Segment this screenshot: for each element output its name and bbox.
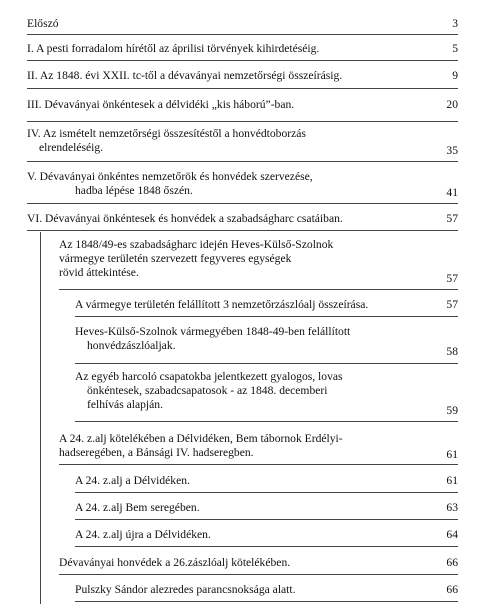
toc-entry-chapter-4[interactable]	[27, 127, 458, 155]
toc-entry-foreword[interactable]	[27, 17, 458, 31]
toc-separator	[27, 88, 458, 89]
toc-page-number: 41	[446, 186, 458, 199]
toc-entry-title: VI. Dévaványai önkéntesek és honvédek a szabadságharc csatáiban.	[27, 212, 343, 225]
toc-entry-chapter-2[interactable]	[27, 69, 458, 83]
toc-entry-title: III. Dévaványai önkéntesek a délvidéki „kis háború”-ban.	[27, 98, 295, 111]
toc-entry-title: Előszó	[27, 17, 59, 30]
toc-page-number: 58	[446, 345, 458, 358]
toc-separator	[27, 121, 458, 122]
toc-entry-24th-in-delvidek[interactable]	[75, 474, 458, 488]
toc-separator	[59, 289, 458, 290]
toc-page-number: 66	[446, 556, 458, 569]
toc-entry-title: A 24. z.alj újra a Délvidéken.	[75, 528, 211, 541]
toc-entry-title: A 24. z.alj Bem seregében.	[75, 501, 200, 514]
toc-entry-title: Az egyéb harcoló csapatokba jelentkezett gyalogos, lovas önkéntesek, szabadcsapatosok - az 1848. decemberi felhívás alapján.	[75, 370, 343, 411]
toc-separator	[75, 492, 458, 493]
toc-separator	[75, 546, 458, 547]
toc-separator	[75, 316, 458, 317]
toc-page-number: 66	[446, 583, 458, 596]
toc-entry-24th-battalion[interactable]	[59, 432, 458, 460]
toc-separator	[27, 203, 458, 204]
toc-separator	[27, 60, 458, 61]
toc-page-number: 64	[446, 528, 458, 541]
toc-entry-chapter-6[interactable]	[27, 212, 458, 226]
toc-entry-24th-with-bem[interactable]	[75, 501, 458, 515]
toc-page-number: 5	[452, 42, 458, 55]
toc-page-number: 20	[446, 98, 458, 111]
toc-separator	[75, 601, 458, 602]
toc-page-number: 35	[446, 144, 458, 157]
toc-page-number: 3	[452, 17, 458, 30]
toc-page-number: 59	[446, 404, 458, 417]
toc-separator	[75, 421, 458, 422]
toc-entry-26th-battalion[interactable]	[59, 556, 458, 570]
toc-entry-honved-battalions[interactable]	[75, 325, 458, 358]
toc-subsection-indent-line	[40, 232, 41, 604]
toc-entry-title: Dévaványai honvédek a 26.zászlóalj kötelékében.	[59, 556, 291, 569]
toc-separator	[59, 464, 458, 465]
toc-separator	[75, 363, 458, 364]
toc-separator	[59, 574, 458, 575]
toc-separator	[27, 161, 458, 162]
toc-entry-title: IV. Az ismételt nemzetőrségi összesítéstől a honvédtoborzás elrendeléséig.	[27, 127, 306, 154]
toc-entry-national-guard-census[interactable]	[75, 298, 458, 312]
toc-entry-title: Az 1848/49-es szabadságharc idején Heves-Külső-Szolnok vármegye területén szervezett fegyveres egységek rövid áttekintése.	[59, 238, 334, 279]
toc-page-number: 57	[446, 298, 458, 311]
toc-entry-title: A vármegye területén felállított 3 nemzetőrzászlóalj összeírása.	[75, 298, 369, 311]
toc-entry-chapter-5[interactable]	[27, 170, 458, 198]
toc-entry-24th-back-in-delvidek[interactable]	[75, 528, 458, 542]
toc-page-number: 63	[446, 501, 458, 514]
toc-entry-title: Heves-Külső-Szolnok vármegyében 1848-49-ben felállított honvédzászlóaljak.	[75, 325, 351, 352]
toc-entry-title: A 24. z.alj a Délvidéken.	[75, 474, 190, 487]
toc-entry-armed-units-overview[interactable]	[59, 238, 458, 285]
toc-page-number: 57	[446, 272, 458, 285]
toc-entry-title: V. Dévaványai önkéntes nemzetőrök és honvédek szervezése, hadba lépése 1848 őszén.	[27, 170, 313, 197]
toc-entry-pulszky-command[interactable]	[75, 583, 458, 597]
toc-page-number: 61	[446, 474, 458, 487]
toc-entry-chapter-3[interactable]	[27, 98, 458, 112]
toc-entry-chapter-1[interactable]	[27, 42, 458, 56]
toc-entry-title: Pulszky Sándor alezredes parancsnoksága alatt.	[75, 583, 296, 596]
toc-page-number: 61	[446, 448, 458, 461]
toc-entry-other-volunteers[interactable]	[75, 370, 458, 417]
toc-entry-title: A 24. z.alj kötelékében a Délvidéken, Bem tábornok Erdélyi- hadseregében, a Bánsági IV. hadseregben.	[59, 432, 343, 459]
toc-entry-title: I. A pesti forradalom hírétől az áprilisi törvények kihirdetéséig.	[27, 42, 320, 55]
toc-separator	[27, 34, 458, 35]
toc-separator	[27, 230, 458, 231]
toc-page-number: 9	[452, 69, 458, 82]
toc-entry-title: II. Az 1848. évi XXII. tc-től a dévaványai nemzetőrségi összeírásig.	[27, 69, 343, 82]
toc-page-number: 57	[446, 212, 458, 225]
toc-separator	[75, 519, 458, 520]
